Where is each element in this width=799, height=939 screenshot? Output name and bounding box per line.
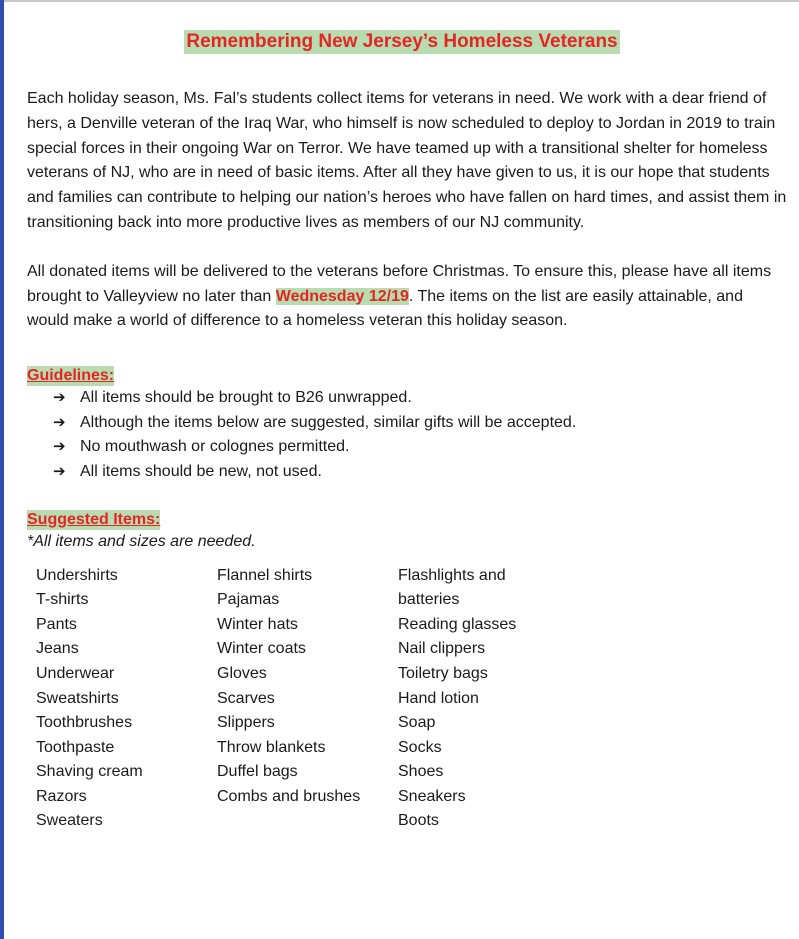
suggested-item: Nail clippers <box>398 640 486 658</box>
document-title: Remembering New Jersey’s Homeless Veterans <box>186 31 618 52</box>
suggested-item: Flashlights and <box>398 566 506 584</box>
title-container <box>27 30 777 54</box>
suggested-item: Sweatshirts <box>36 689 119 707</box>
suggested-item: Toothbrushes <box>36 714 133 732</box>
suggested-item: Razors <box>36 787 87 805</box>
items-grid <box>27 564 787 835</box>
suggested-item: Flannel shirts <box>217 566 313 584</box>
suggested-item: Shoes <box>398 763 444 781</box>
suggested-item: batteries <box>398 591 460 609</box>
guideline-item <box>53 435 787 460</box>
suggested-item: Combs and brushes <box>217 787 361 805</box>
delivery-paragraph <box>27 260 787 334</box>
delivery-text-before: All donated items will be delivered to the veterans before Christmas. To ensure this, please have all items brought to Valleyview no later than <box>27 262 772 305</box>
suggested-items-heading: Suggested Items: <box>27 510 161 528</box>
guideline-item <box>53 460 787 485</box>
suggested-item: Duffel bags <box>217 763 298 781</box>
suggested-item: Reading glasses <box>398 615 517 633</box>
guidelines-list <box>27 386 787 484</box>
arrow-right-icon: ➔ <box>53 462 66 480</box>
suggested-item: Pants <box>36 615 77 633</box>
suggested-item: Hand lotion <box>398 689 479 707</box>
suggested-item: Shaving cream <box>36 763 143 781</box>
suggested-item: Throw blankets <box>217 738 326 756</box>
suggested-items-section <box>27 510 787 835</box>
intro-paragraph: Each holiday season, Ms. Fal’s students collect items for veterans in need. We work with a dear friend of hers, a Denville veteran of the Iraq War, who himself is now scheduled to deploy to Jordan in 2019 to train special forces in their ongoing War on Terror. We have teamed up with a transitional shelter for homeless veterans of NJ, who are in need of basic items. After all they have given to us, it is our hope that students and families can contribute to helping our nation’s heroes who have fallen on hard times, and assist them in transitioning back into more productive lives as members of our NJ community. <box>27 90 787 231</box>
suggested-item: Winter coats <box>217 640 306 658</box>
suggested-item: Boots <box>398 812 439 830</box>
guidelines-section <box>27 366 787 484</box>
items-column-2 <box>217 564 398 835</box>
guideline-text: No mouthwash or colognes permitted. <box>80 438 350 456</box>
suggested-item: Socks <box>398 738 442 756</box>
guideline-text: All items should be new, not used. <box>80 462 322 480</box>
suggested-item: Sweaters <box>36 812 103 830</box>
suggested-item: Toiletry bags <box>398 664 488 682</box>
guideline-item <box>53 411 787 436</box>
suggested-item: Toothpaste <box>36 738 115 756</box>
suggested-item: Slippers <box>217 714 275 732</box>
delivery-text-after: . The items on the list are easily attainable, and would make a world of difference to a homeless veteran this holiday season. <box>27 287 743 330</box>
suggested-item: Gloves <box>217 664 267 682</box>
suggested-item: Scarves <box>217 689 275 707</box>
guideline-item <box>53 386 787 411</box>
suggested-item: Jeans <box>36 640 79 658</box>
window-left-border <box>0 0 4 939</box>
items-column-3 <box>398 564 598 835</box>
items-column-1 <box>27 564 217 835</box>
suggested-item: Soap <box>398 714 436 732</box>
suggested-item: Sneakers <box>398 787 466 805</box>
suggested-item: Underwear <box>36 664 115 682</box>
guideline-text: Although the items below are suggested, similar gifts will be accepted. <box>80 413 577 431</box>
suggested-item: Pajamas <box>217 591 280 609</box>
guidelines-heading: Guidelines: <box>27 367 115 385</box>
suggested-item: Undershirts <box>36 566 118 584</box>
sizes-note: *All items and sizes are needed. <box>27 532 256 550</box>
deadline-highlight: Wednesday 12/19 <box>275 287 409 305</box>
arrow-right-icon: ➔ <box>53 389 66 407</box>
arrow-right-icon: ➔ <box>53 413 66 431</box>
guideline-text: All items should be brought to B26 unwrapped. <box>80 389 412 407</box>
suggested-item: Winter hats <box>217 615 298 633</box>
arrow-right-icon: ➔ <box>53 438 66 456</box>
suggested-item: T-shirts <box>36 591 89 609</box>
document-page <box>27 0 787 834</box>
